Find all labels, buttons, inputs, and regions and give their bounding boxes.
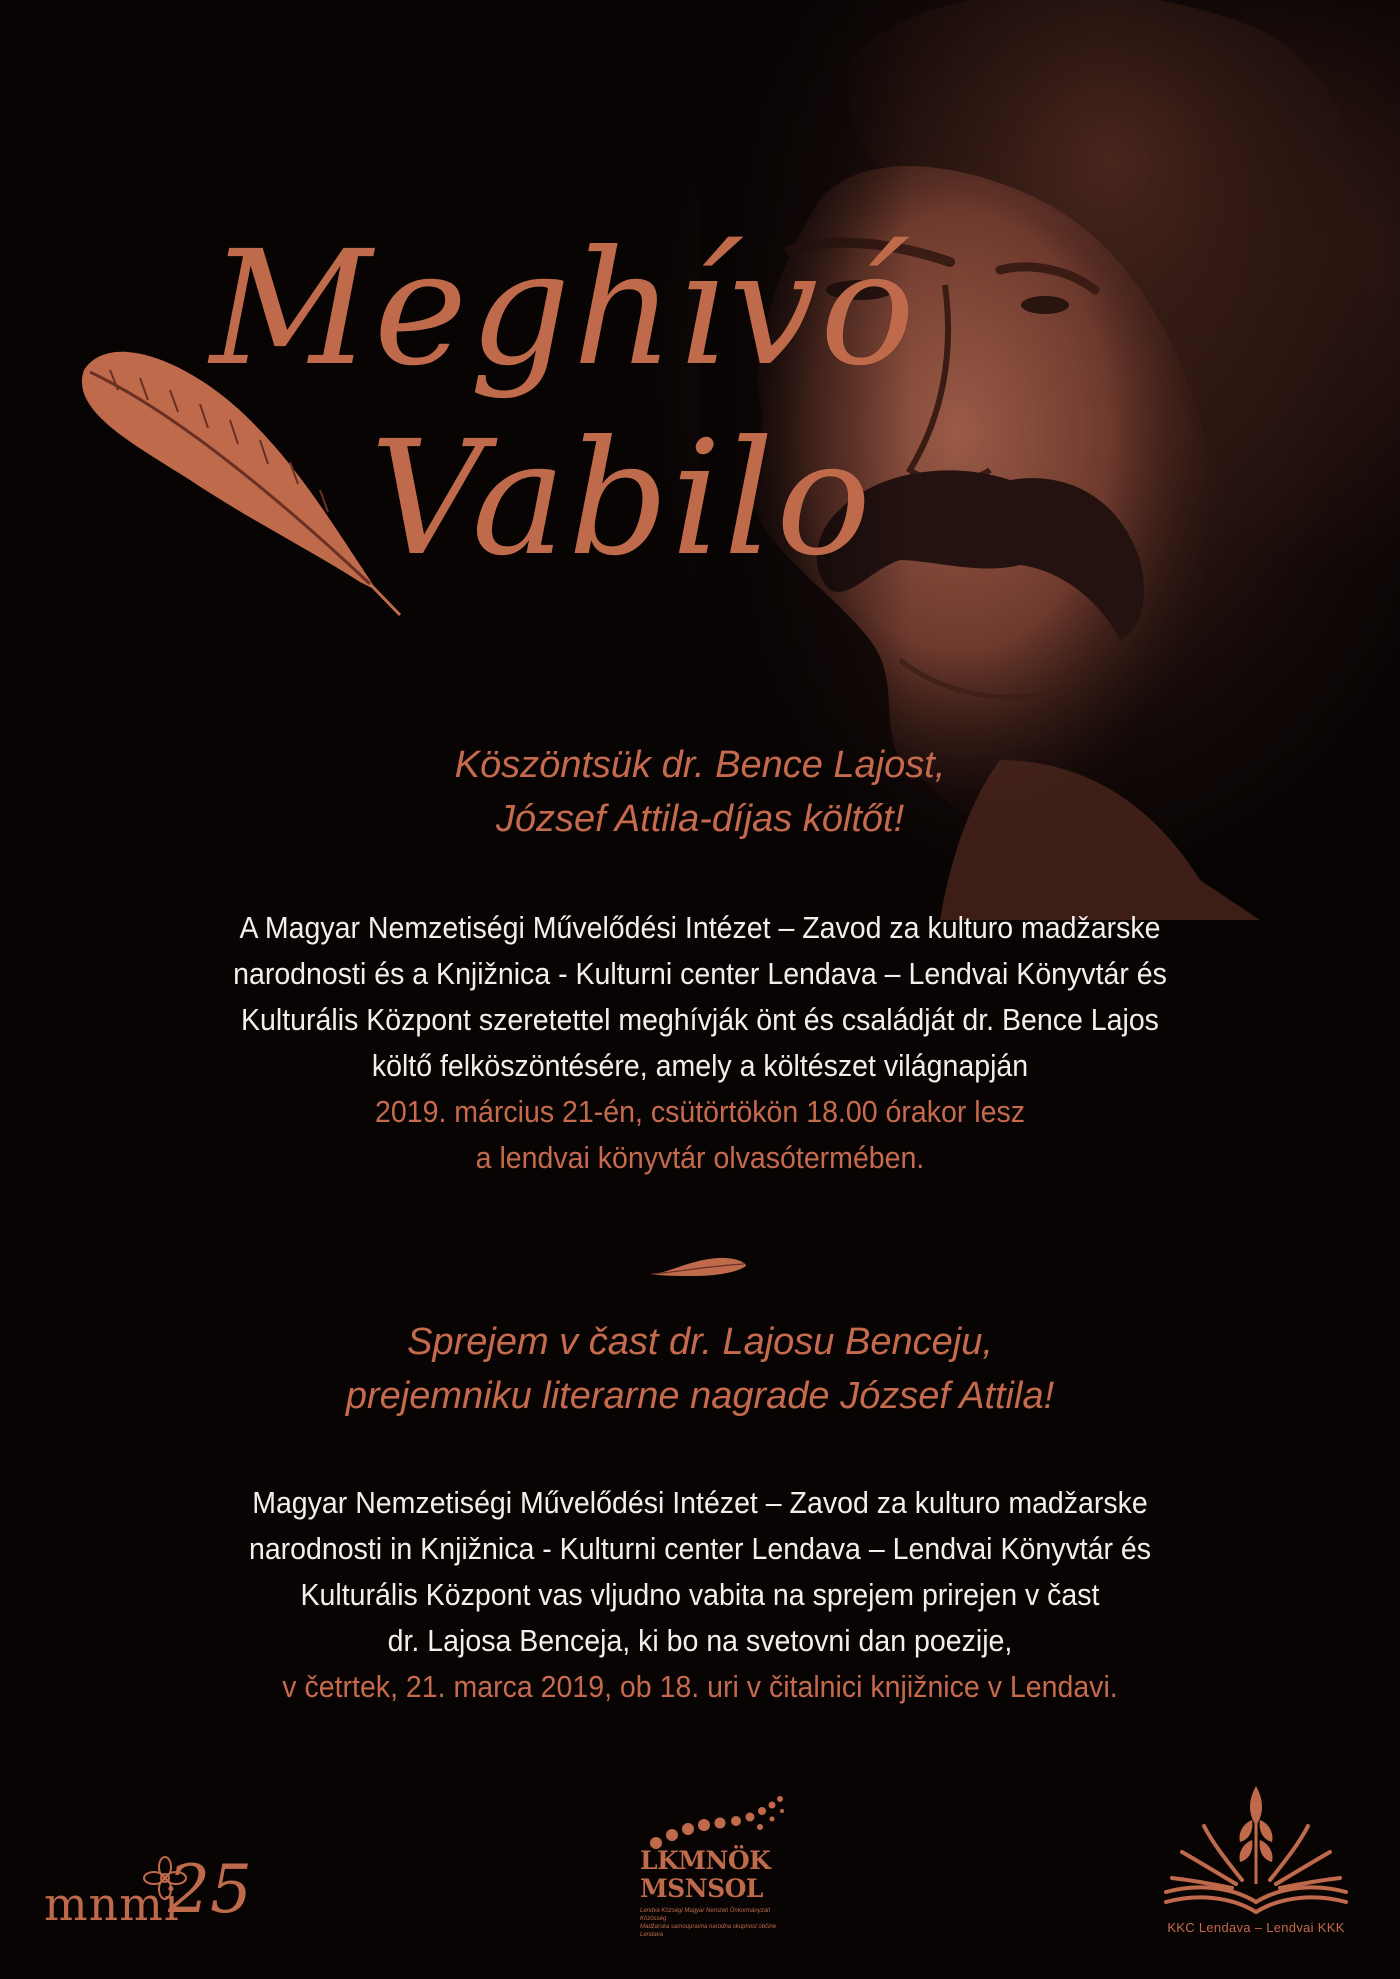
hungarian-body-line: költő felköszöntésére, amely a költészet világnapján <box>371 1048 1029 1083</box>
hungarian-headline-line: József Attila-díjas költőt! <box>495 798 905 840</box>
lkmnok-line1: LKMNÖK <box>640 1846 771 1875</box>
hungarian-date-line: 2019. március 21-én, csütörtökön 18.00 órakor lesz <box>375 1094 1025 1129</box>
slovenian-body-line: Kulturális Központ vas vljudno vabita na sprejem prirejen v čast <box>300 1577 1100 1612</box>
slovenian-date-venue-line: v četrtek, 21. marca 2019, ob 18. uri v čitalnici knjižnice v Lendavi. <box>282 1669 1118 1704</box>
lkmnok-small1: Lendva Községi Magyar Nemzeti Önkormányzati Közösség <box>640 1908 771 1922</box>
mnmi-logo <box>44 1851 254 1935</box>
hungarian-body-line: Kulturális Központ szeretettel meghívják önt és családját dr. Bence Lajos <box>241 1002 1159 1037</box>
hungarian-headline-line: Köszöntsük dr. Bence Lajost, <box>454 744 946 786</box>
lkmnok-logo <box>636 1795 796 1938</box>
title-hungarian: Meghívó <box>210 217 918 401</box>
hungarian-body <box>56 905 1344 1181</box>
slovenian-body <box>56 1480 1344 1710</box>
hungarian-body-line: narodnosti és a Knjižnica - Kulturni center Lendava – Lendvai Könyvtár és <box>233 956 1167 991</box>
lkmnok-small2: Madžarska samoupravna narodna skupnost občine Lendava <box>640 1924 777 1938</box>
kkc-logo-text: KKC Lendava – Lendvai KKK <box>1167 1920 1345 1935</box>
slovenian-body-line: dr. Lajosa Benceja, ki bo na svetovni dan poezije, <box>387 1623 1013 1658</box>
slovenian-body-line: Magyar Nemzetiségi Művelődési Intézet – Zavod za kulturo madžarske <box>252 1485 1148 1520</box>
hungarian-body-line: A Magyar Nemzetiségi Művelődési Intézet – Zavod za kulturo madžarske <box>239 910 1161 945</box>
feather-divider-icon <box>648 1252 748 1282</box>
title-block <box>70 217 918 620</box>
mnmi-logo-text: mnmi <box>44 1877 180 1931</box>
lkmnok-logo-title <box>640 1847 770 1903</box>
slovenian-headline-line: prejemniku literarne nagrade József Attila! <box>345 1375 1055 1417</box>
slovenian-headline-line: Sprejem v čast dr. Lajosu Benceju, <box>407 1321 993 1363</box>
book-wheat-icon <box>1156 1780 1356 1920</box>
slovenian-headline <box>0 1315 1400 1423</box>
lkmnok-logo-subtitle <box>640 1907 790 1939</box>
hungarian-headline <box>0 738 1400 846</box>
mnmi-logo-number: 25 <box>168 1851 252 1928</box>
slovenian-body-line: narodnosti in Knjižnica - Kulturni center Lendava – Lendvai Könyvtár és <box>248 1531 1152 1566</box>
title-slovenian: Vabilo <box>370 407 874 591</box>
kkc-logo <box>1156 1780 1356 1940</box>
hungarian-venue-line: a lendvai könyvtár olvasótermében. <box>475 1140 925 1175</box>
lkmnok-line2: MSNSOL <box>640 1874 763 1903</box>
